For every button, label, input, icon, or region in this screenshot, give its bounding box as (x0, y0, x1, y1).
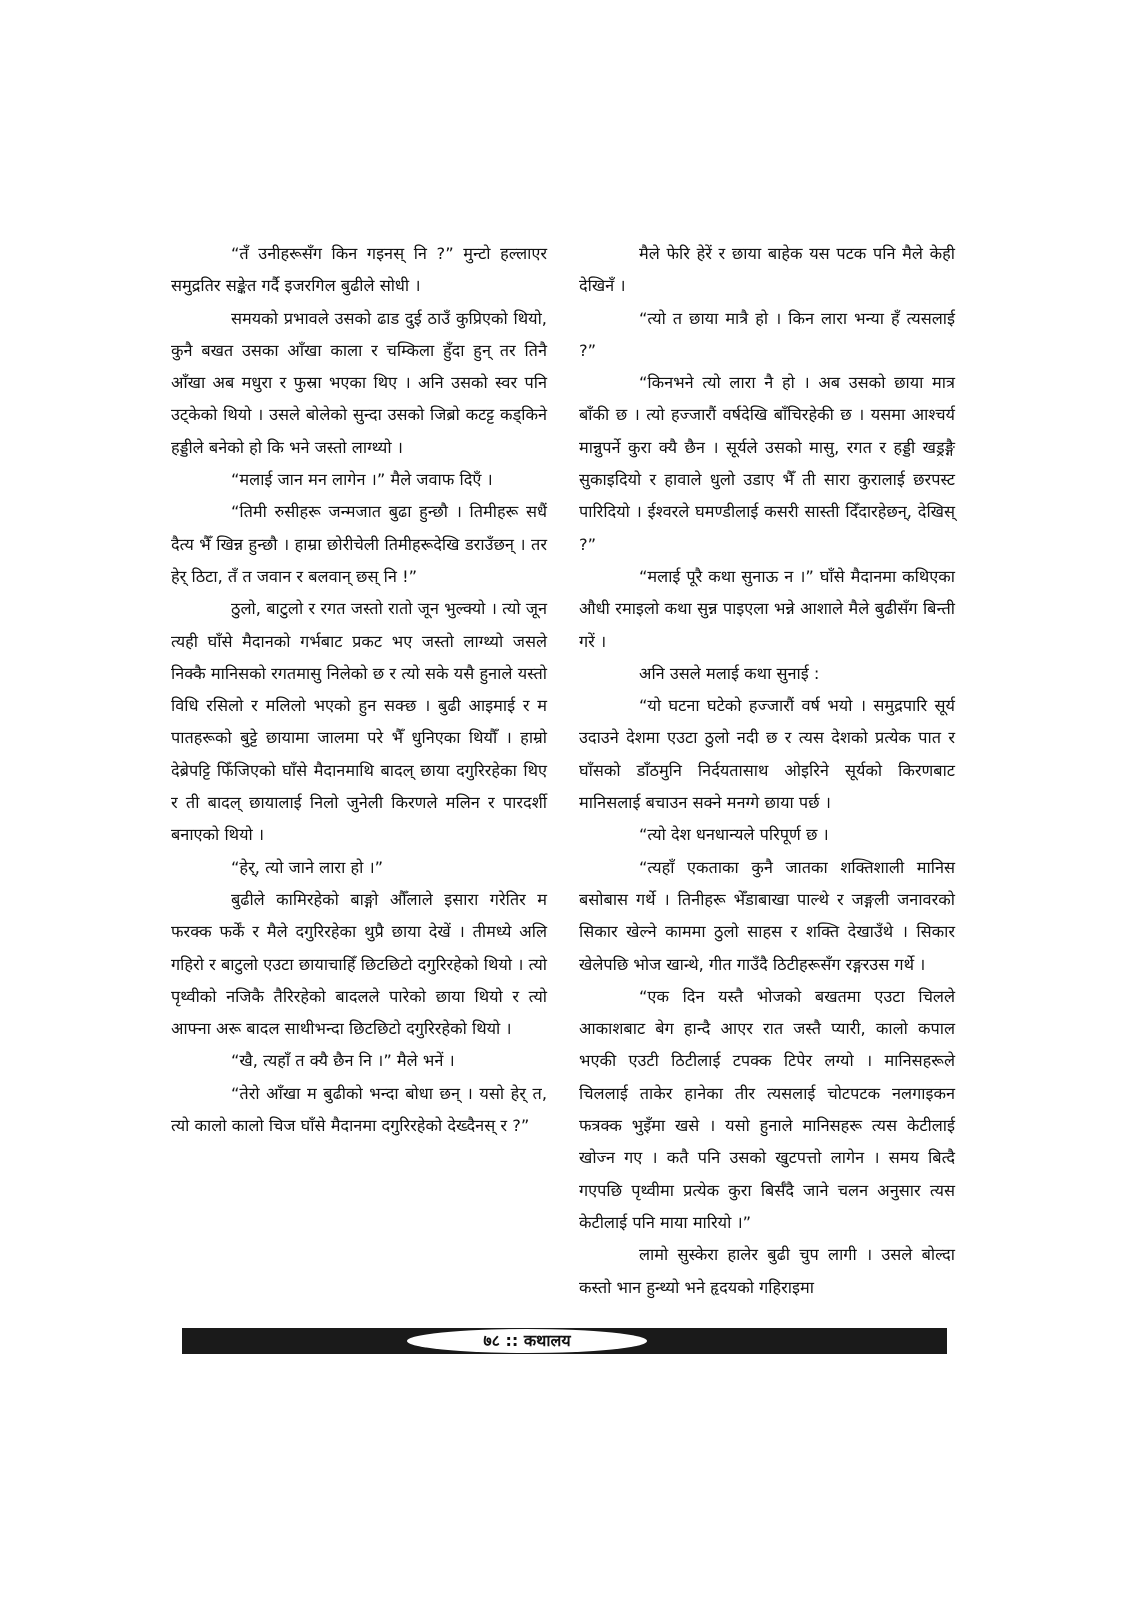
right-paragraph-6: “यो घटना घटेको हज्जारौं वर्ष भयो । समुद्रपारि सूर्य उदाउने देशमा एउटा ठुलो नदी छ र त्यस देशको प्रत्येक पात र घाँसको डाँठमुनि निर्दयतासाथ ओइरिने सूर्यको किरणबाट मानिसलाई बचाउन सक्ने मनग्गे छाया पर्छ । (579, 696, 955, 813)
right-paragraph-1: मैले फेरि हेरें र छाया बाहेक यस पटक पनि मैले केही देखिनँ । (579, 244, 955, 296)
right-paragraph-8: “त्यहाँ एकताका कुनै जातका शक्तिशाली मानिस बसोबास गर्थे । तिनीहरू भेँडाबाखा पाल्थे र जङ्गली जनावरको सिकार खेल्ने काममा ठुलो साहस र शक्ति देखाउँथे । सिकार खेलेपछि भोज खान्थे, गीत गाउँदै ठिटीहरूसँग रङ्गरउस गर्थे । (579, 857, 955, 974)
right-paragraph-4: “मलाई पूरै कथा सुनाऊ न ।” घाँसे मैदानमा कथिएका औधी रमाइलो कथा सुन्न पाइएला भन्ने आशाले मैले बुढीसँग बिन्ती गरें । (579, 566, 955, 651)
page-number-footer: ७८ :: कथालय (483, 1331, 571, 1350)
left-paragraph-1: “तँ उनीहरूसँग किन गइनस् नि ?” मुन्टो हल्लाएर समुद्रतिर सङ्केत गर्दै इजरगिल बुढीले सोधी । (171, 244, 547, 296)
left-paragraph-8: “खै, त्यहाँ त क्यै छैन नि ।” मैले भनें । (231, 1051, 455, 1071)
left-paragraph-2: समयको प्रभावले उसको ढाड दुई ठाउँ कुप्रिएको थियो, कुनै बखत उसका आँखा काला र चम्किला हुँदा हुन् तर तिनै आँखा अब मधुरा र फुस्रा भएका थिए । अनि उसको स्वर पनि उट्केको थियो । उसले बोलेको सुन्दा उसको जिब्रो कटट्ट कड्किने हड्डीले बनेको हो कि भने जस्तो लाग्थ्यो । (171, 308, 547, 457)
left-paragraph-7: बुढीले कामिरहेको बाङ्गो औँलाले इसारा गरेतिर म फरक्क फर्कें र मैले दगुरिरहेका थुप्रै छाया देखें । तीमध्ये अलि गहिरो र बाटुलो एउटा छायाचाहिँ छिटछिटो दगुरिरहेको थियो । त्यो पृथ्वीको नजिकै तैरिरहेको बादलले पारेको छाया थियो र त्यो आफ्ना अरू बादल साथीभन्दा छिटछिटो दगुरिरहेको थियो । (171, 889, 547, 1039)
right-paragraph-9: “एक दिन यस्तै भोजको बखतमा एउटा चिलले आकाशबाट बेग हान्दै आएर रात जस्तै प्यारी, कालो कपाल भएकी एउटी ठिटीलाई टपक्क टिपेर लग्यो । मानिसहरूले चिललाई ताकेर हानेका तीर त्यसलाई चोटपटक नलगाइकन फत्रक्क भुइँमा खसे । यसो हुनाले मानिसहरू त्यस केटीलाई खोज्न गए । कतै पनि उसको खुटपत्तो लागेन । समय बित्दै गएपछि पृथ्वीमा प्रत्येक कुरा बिर्सँदै जाने चलन अनुसार त्यस केटीलाई पनि माया मारियो ।” (579, 986, 955, 1232)
right-paragraph-3: “किनभने त्यो लारा नै हो । अब उसको छाया मात्र बाँकी छ । त्यो हज्जारौं वर्षदेखि बाँचिरहेकी छ । यसमा आश्चर्य मान्नुपर्ने कुरा क्यै छैन । सूर्यले उसको मासु, रगत र हड्डी खड्रङ्गै सुकाइदियो र हावाले धुलो उडाए भैँ ती सारा कुरालाई छरपस्ट पारिदियो । ईश्वरले घमण्डीलाई कसरी सास्ती दिँदारहेछन्, देखिस् ?” (579, 373, 955, 554)
left-paragraph-3: “मलाई जान मन लागेन ।” मैले जवाफ दिएँ । (231, 470, 493, 490)
left-paragraph-6: “हेर्, त्यो जाने लारा हो ।” (231, 857, 384, 877)
left-paragraph-5: ठुलो, बाटुलो र रगत जस्तो रातो जून भुल्क्यो । त्यो जून त्यही घाँसे मैदानको गर्भबाट प्रकट भए जस्तो लाग्थ्यो जसले निक्कै मानिसको रगतमासु निलेको छ र त्यो सके यसै हुनाले यस्तो विधि रसिलो र मलिलो भएको हुन सक्छ । बुढी आइमाई र म पातहरूको बुट्टे छायामा जालमा परे भैँ धुनिएका थियौँ । हाम्रो देब्रेपट्टि फिँजिएको घाँसे मैदानमाथि बादल् छाया दगुरिरहेका थिए र ती बादल् छायालाई निलो जुनेली किरणले मलिन र पारदर्शी बनाएको थियो । (171, 599, 547, 845)
right-paragraph-5: अनि उसले मलाई कथा सुनाई : (639, 663, 820, 683)
left-paragraph-4: “तिमी रुसीहरू जन्मजात बुढा हुन्छौ । तिमीहरू सधैं दैत्य भैँ खिन्न हुन्छौ । हाम्रा छोरीचेली तिमीहरूदेखि डराउँछन् । तर हेर् ठिटा, तँ त जवान र बलवान् छस् नि !” (171, 502, 547, 586)
right-paragraph-10: लामो सुस्केरा हालेर बुढी चुप लागी । उसले बोल्दा कस्तो भान हुन्थ्यो भने हृदयको गहिराइमा (579, 1245, 955, 1297)
left-paragraph-9: “तेरो आँखा म बुढीको भन्दा बोधा छन् । यसो हेर् त, त्यो कालो कालो चिज घाँसे मैदानमा दगुरिरहेको देख्दैनस् र ?” (171, 1083, 547, 1136)
right-column (579, 238, 955, 1304)
right-paragraph-7: “त्यो देश धनधान्यले परिपूर्ण छ । (639, 825, 829, 845)
right-paragraph-2: “त्यो त छाया मात्रै हो । किन लारा भन्या हँ त्यसलाई ?” (579, 308, 955, 360)
left-column (171, 238, 547, 1142)
